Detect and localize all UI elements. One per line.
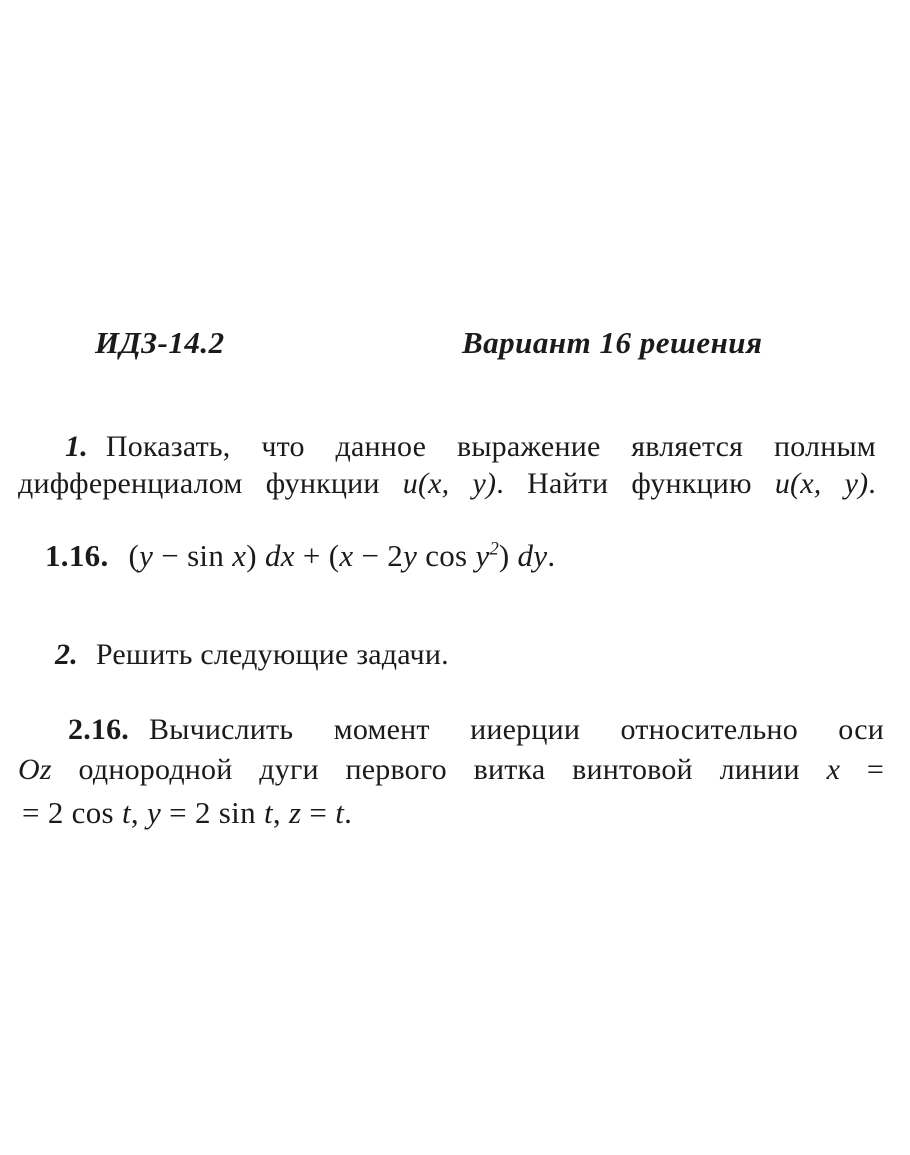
task1-line2-text-b: . Найти функцию [496, 467, 775, 500]
task1-line2-text-a: дифференциалом функции [18, 467, 403, 500]
math-var-y: y [139, 538, 154, 573]
header-variant-title: Вариант 16 решения [462, 325, 763, 360]
task2-number: 2. [55, 638, 78, 671]
formula-116-close-paren: ) [246, 538, 265, 573]
problem116-number: 1.16. [45, 538, 109, 573]
problem216-number: 2.16. [68, 713, 129, 746]
math-var-t2: t [263, 795, 273, 830]
formula-216-comma2: , [272, 795, 289, 830]
math-axis-oz: Oz [18, 753, 52, 786]
formula-116-minus-sin: − sin [153, 538, 233, 573]
header-course-code: ИДЗ-14.2 [95, 325, 225, 360]
formula-216 [22, 795, 352, 831]
problem216-line2-equals: = [840, 753, 884, 786]
math-var-y3: y [475, 538, 490, 573]
formula-116-close-paren2: ) [498, 538, 518, 573]
formula-116-period: . [547, 538, 556, 573]
problem216-line1 [18, 710, 884, 750]
formula-216-eq-2cos: = 2 cos [22, 795, 122, 830]
task2-line [55, 638, 449, 672]
math-dy: dy [517, 538, 548, 573]
math-var-y2: y [403, 538, 418, 573]
math-u-xy-first: u(x, y) [402, 467, 497, 500]
formula-216-eq3: = [301, 795, 336, 830]
math-var-x3: x [826, 753, 841, 786]
math-superscript-2: 2 [489, 538, 499, 560]
formula-216-period: . [344, 795, 353, 830]
math-var-z: z [288, 795, 302, 830]
math-var-y4: y [147, 795, 162, 830]
formula-116 [129, 538, 556, 573]
problem116-line [45, 538, 555, 574]
formula-116-cos: cos [417, 538, 476, 573]
task1-number: 1. [65, 430, 88, 463]
formula-116-minus-2: − 2 [353, 538, 404, 573]
math-u-xy-second: u(x, y) [774, 467, 869, 500]
math-var-x: x [232, 538, 247, 573]
problem216-paragraph [18, 710, 884, 790]
problem216-line2 [18, 750, 884, 790]
formula-216-comma1: , [130, 795, 147, 830]
math-dx: dx [264, 538, 295, 573]
formula-216-eq-2sin: = 2 sin [161, 795, 264, 830]
task1-paragraph [18, 428, 876, 502]
task1-line1-text: Показать, что данное выражение является полным [105, 430, 876, 463]
task1-line2-period: . [868, 467, 876, 500]
problem216-line1-text: Вычислить момент ииерции относительно оси [149, 713, 884, 746]
task1-line1 [18, 428, 876, 465]
task1-line2 [18, 465, 876, 502]
problem216-line2-text: однородной дуги первого витка винтовой линии [51, 753, 827, 786]
formula-116-plus-paren: + ( [294, 538, 340, 573]
math-var-t3: t [335, 795, 345, 830]
task2-text: Решить следующие задачи. [95, 638, 449, 671]
formula-116-paren: ( [128, 538, 140, 573]
math-var-x2: x [339, 538, 354, 573]
math-var-t1: t [121, 795, 131, 830]
